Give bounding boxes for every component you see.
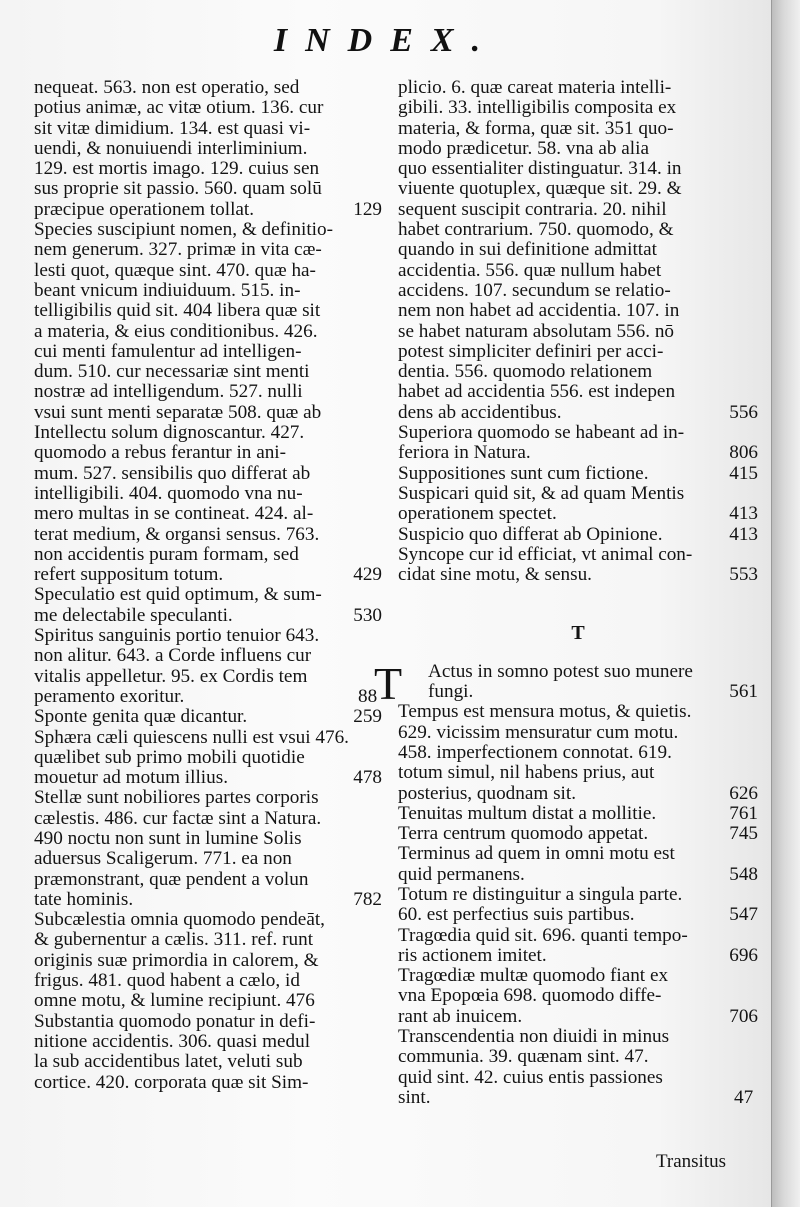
entry-text: tate hominis. bbox=[34, 888, 134, 910]
section-letter-t: T bbox=[571, 622, 585, 645]
entry-text: dens ab accidentibus. bbox=[398, 401, 562, 423]
entry-text: rant ab inuicem. bbox=[398, 1005, 523, 1027]
entry-line: gibili. 33. intelligibilis composita ex bbox=[398, 97, 677, 119]
entry-line bbox=[34, 564, 382, 586]
page-ref: 626 bbox=[729, 782, 758, 804]
entry-line bbox=[34, 706, 382, 728]
entry-line bbox=[398, 564, 758, 586]
entry-line: 629. vicissim mensuratur cum motu. bbox=[398, 721, 679, 743]
entry-text: feriora in Natura. bbox=[398, 442, 531, 464]
entry-line: Tempus est mensura motus, & quietis. bbox=[398, 701, 692, 723]
entry-text: posterius, quodnam sit. bbox=[398, 782, 577, 804]
entry-line: Tragœdia quid sit. 696. quanti tempo- bbox=[398, 924, 688, 946]
entry-line bbox=[398, 823, 758, 845]
entry-line: a materia, & eius conditionibus. 426. bbox=[34, 320, 318, 342]
entry-line: beant vnicum indiuiduum. 515. in- bbox=[34, 279, 301, 301]
entry-line: quando in sui definitione admittat bbox=[398, 239, 657, 261]
entry-line: non accidentis puram formam, sed bbox=[34, 543, 299, 565]
entry-line bbox=[398, 944, 758, 966]
index-entry bbox=[398, 1027, 758, 1108]
entry-line: intelligibili. 404. quomodo vna nu- bbox=[34, 482, 303, 504]
entry-line bbox=[398, 863, 758, 885]
index-entry bbox=[34, 788, 382, 910]
entry-text: peramento exoritur. bbox=[34, 685, 185, 707]
entry-line: Tragœdiæ multæ quomodo fiant ex bbox=[398, 965, 669, 987]
entry-line: uendi, & nonuiuendi interliminium. bbox=[34, 137, 308, 159]
index-entry bbox=[398, 484, 758, 525]
entry-line: se habet naturam absolutam 556. nō bbox=[398, 320, 675, 342]
entry-line: dentia. 556. quomodo relationem bbox=[398, 361, 653, 383]
entry-line bbox=[34, 767, 382, 789]
page-ref: 548 bbox=[729, 863, 758, 885]
entry-line: Substantia quomodo ponatur in defi- bbox=[34, 1010, 316, 1032]
index-column-left bbox=[34, 78, 382, 1093]
entry-line: nitione accidentis. 306. quasi medul bbox=[34, 1030, 311, 1052]
page-ref: 806 bbox=[729, 442, 758, 464]
index-entry bbox=[34, 910, 382, 1011]
entry-line: cælestis. 486. cur factæ sint a Natura. bbox=[34, 807, 322, 829]
entry-line: 490 noctu non sunt in lumine Solis bbox=[34, 827, 302, 849]
index-entry bbox=[34, 626, 382, 707]
entry-line: nostræ ad intelligendum. 527. nulli bbox=[34, 381, 303, 403]
entry-line: non alitur. 643. a Corde influens cur bbox=[34, 645, 312, 667]
entry-line: terat medium, & organsi sensus. 763. bbox=[34, 523, 320, 545]
entry-line: Transcendentia non diuidi in minus bbox=[398, 1026, 670, 1048]
page-ref: 761 bbox=[729, 802, 758, 824]
entry-line: Actus in somno potest suo munere bbox=[428, 660, 693, 682]
index-entry bbox=[398, 885, 758, 926]
entry-line: dum. 510. cur necessariæ sint menti bbox=[34, 361, 310, 383]
page-ref: 413 bbox=[729, 523, 758, 545]
index-column-right bbox=[374, 77, 758, 1108]
entry-line: accidentia. 556. quæ nullum habet bbox=[398, 259, 662, 281]
entry-text: Tenuitas multum distat a mollitie. bbox=[398, 802, 657, 824]
entry-line: Stellæ sunt nobiliores partes corporis bbox=[34, 787, 319, 809]
entry-text: ris actionem imitet. bbox=[398, 944, 547, 966]
page-ref: 782 bbox=[353, 888, 382, 910]
entry-line: nem generum. 327. primæ in vita cæ- bbox=[34, 239, 322, 261]
entry-line: Species suscipiunt nomen, & definitio- bbox=[34, 219, 333, 241]
entry-line: quo essentialiter distinguatur. 314. in bbox=[398, 158, 682, 180]
page-ref: 745 bbox=[729, 823, 758, 845]
entry-line: Syncope cur id efficiat, vt animal con- bbox=[398, 543, 693, 565]
entry-line: sus proprie sit passio. 560. quam solū bbox=[34, 178, 322, 200]
entry-line bbox=[34, 604, 382, 626]
book-gutter bbox=[771, 0, 800, 1207]
entry-line: viuente quotuplex, quæque sit. 29. & bbox=[398, 178, 682, 200]
index-entries-t bbox=[398, 702, 758, 1108]
index-entry bbox=[398, 966, 758, 1027]
entry-line: Suspicari quid sit, & ad quam Mentis bbox=[398, 482, 685, 504]
entry-line: Spiritus sanguinis portio tenuior 643. bbox=[34, 625, 320, 647]
entry-text: mouetur ad motum illius. bbox=[34, 767, 228, 789]
index-entry bbox=[398, 824, 758, 844]
entry-text: Terra centrum quomodo appetat. bbox=[398, 823, 649, 845]
index-entry bbox=[398, 702, 758, 803]
page-ref: 530 bbox=[353, 604, 382, 626]
page-ref: 129 bbox=[353, 198, 382, 220]
entry-line: Sphæra cæli quiescens nulli est vsui 476. bbox=[34, 726, 349, 748]
dropcap-letter: T bbox=[374, 657, 403, 709]
entry-line: sequent suscipit contraria. 20. nihil bbox=[398, 198, 667, 220]
index-entry bbox=[34, 78, 382, 220]
entry-line: Speculatio est quid optimum, & sum- bbox=[34, 584, 322, 606]
entry-text: Suspicio quo differat ab Opinione. bbox=[398, 523, 663, 545]
entry-line: la sub accidentibus latet, veluti sub bbox=[34, 1051, 303, 1073]
entry-line bbox=[398, 442, 758, 464]
entry-line: plicio. 6. quæ careat materia intelli- bbox=[398, 77, 672, 98]
index-entry bbox=[398, 804, 758, 824]
entry-line: vsui sunt menti separatæ 508. quæ ab bbox=[34, 401, 322, 423]
entry-line: communia. 39. quænam sint. 47. bbox=[398, 1046, 649, 1068]
index-entry bbox=[398, 926, 758, 967]
entry-line: Terminus ad quem in omni motu est bbox=[398, 843, 675, 865]
entry-line: peramento exoritur. 88 bbox=[34, 685, 378, 707]
index-entry bbox=[34, 728, 382, 789]
page-ref: 553 bbox=[729, 564, 758, 586]
entry-line bbox=[398, 401, 758, 423]
entry-line: totum simul, nil habens prius, aut bbox=[398, 762, 655, 784]
entry-line: 458. imperfectionem connotat. 619. bbox=[398, 741, 672, 763]
page-ref: 547 bbox=[729, 904, 758, 926]
entry-line: 129. est mortis imago. 129. cuius sen bbox=[34, 158, 320, 180]
index-entry bbox=[34, 220, 382, 585]
page-ref: 556 bbox=[729, 401, 758, 423]
entry-line bbox=[398, 503, 758, 525]
entry-line bbox=[422, 682, 758, 702]
entry-text: præcipue operationem tollat. bbox=[34, 198, 255, 220]
index-entry-tactus bbox=[374, 657, 758, 709]
index-entry bbox=[398, 844, 758, 885]
entry-line: originis suæ primordia in calorem, & bbox=[34, 949, 319, 971]
page-ref: 561 bbox=[729, 681, 758, 703]
entry-line: quomodo a rebus ferantur in ani- bbox=[34, 442, 287, 464]
index-entry bbox=[34, 585, 382, 626]
index-entry bbox=[398, 423, 758, 464]
index-entry bbox=[34, 707, 382, 727]
entry-line: Totum re distinguitur a singula parte. bbox=[398, 883, 683, 905]
entry-line: quid sint. 42. cuius entis passiones bbox=[398, 1066, 663, 1088]
index-entry bbox=[398, 78, 758, 423]
entry-line: cui menti famulentur ad intelligen- bbox=[34, 340, 302, 362]
entry-text: Suppositiones sunt cum fictione. bbox=[398, 462, 649, 484]
entry-line bbox=[398, 462, 758, 484]
entry-line bbox=[398, 802, 758, 824]
entry-line: & gubernentur a cælis. 311. ref. runt bbox=[34, 929, 314, 951]
index-entry bbox=[398, 525, 758, 545]
entry-line: accidens. 107. secundum se relatio- bbox=[398, 279, 671, 301]
entry-line: potius animæ, ac vitæ otium. 136. cur bbox=[34, 97, 324, 119]
entry-line: Superiora quomodo se habeant ad in- bbox=[398, 422, 685, 444]
entry-line: materia, & forma, quæ sit. 351 quo- bbox=[398, 117, 674, 139]
index-entry bbox=[398, 545, 758, 586]
entry-line bbox=[398, 523, 758, 545]
entry-text: refert suppositum totum. bbox=[34, 564, 224, 586]
entry-line: lesti quot, quæque sint. 470. quæ ha- bbox=[34, 259, 316, 281]
page-ref: 429 bbox=[353, 564, 382, 586]
entry-line: nequeat. 563. non est operatio, sed bbox=[34, 77, 300, 98]
entry-line: modo prædicetur. 58. vna ab alia bbox=[398, 137, 649, 159]
entry-text: Sponte genita quæ dicantur. bbox=[34, 706, 248, 728]
entry-text: quid permanens. bbox=[398, 863, 525, 885]
entry-line bbox=[398, 1005, 758, 1027]
entry-line: vitalis appelletur. 95. ex Cordis tem bbox=[34, 665, 308, 687]
running-head: INDEX. bbox=[273, 22, 499, 59]
page-ref: 706 bbox=[729, 1005, 758, 1027]
entry-line: aduersus Scaligerum. 771. ea non bbox=[34, 848, 292, 870]
entry-text: cidat sine motu, & sensu. bbox=[398, 564, 592, 586]
index-entry bbox=[398, 464, 758, 484]
entry-line: telligibilis quid sit. 404 libera quæ sit bbox=[34, 300, 321, 322]
entry-line: habet ad accidentia 556. est indepen bbox=[398, 381, 676, 403]
entry-text: operationem spectet. bbox=[398, 503, 557, 525]
entry-text: 60. est perfectius suis partibus. bbox=[398, 904, 635, 926]
entry-line: mum. 527. sensibilis quo differat ab bbox=[34, 462, 311, 484]
page-ref: 413 bbox=[729, 503, 758, 525]
entry-line: cortice. 420. corporata quæ sit Sim- bbox=[34, 1071, 309, 1093]
entry-line: omne motu, & lumine recipiunt. 476 bbox=[34, 990, 315, 1012]
index-entries-s-continued bbox=[398, 78, 758, 585]
entry-line: sit vitæ dimidium. 134. est quasi vi- bbox=[34, 117, 311, 139]
entry-line: Intellectu solum dignoscantur. 427. bbox=[34, 422, 305, 444]
entry-text: sint. bbox=[398, 1086, 431, 1108]
page-ref: 259 bbox=[353, 706, 382, 728]
page-ref: 415 bbox=[729, 462, 758, 484]
catchword: Transitus bbox=[655, 1151, 726, 1172]
entry-line bbox=[34, 888, 382, 910]
index-entry bbox=[34, 1012, 382, 1093]
entry-text: me delectabile speculanti. bbox=[34, 604, 233, 626]
entry-line: vna Epopœia 698. quomodo diffe- bbox=[398, 985, 662, 1007]
page-ref: 478 bbox=[353, 767, 382, 789]
entry-line: nem non habet ad accidentia. 107. in bbox=[398, 300, 680, 322]
entry-line: potest simpliciter definiri per acci- bbox=[398, 340, 664, 362]
entry-line: habet contrarium. 750. quomodo, & bbox=[398, 219, 674, 241]
entry-line: præmonstrant, quæ pendent a volun bbox=[34, 868, 309, 890]
entry-line bbox=[398, 904, 758, 926]
entry-line: quælibet sub primo mobili quotidie bbox=[34, 746, 305, 768]
entry-line: mero multas in se contineat. 424. al- bbox=[34, 503, 314, 525]
entry-line: sint. 47 bbox=[398, 1086, 754, 1108]
entry-text: fungi. bbox=[428, 681, 474, 703]
page-ref: 696 bbox=[729, 944, 758, 966]
entry-line bbox=[34, 198, 382, 220]
entry-line bbox=[398, 782, 758, 804]
entry-line: frigus. 481. quod habent a cælo, id bbox=[34, 970, 300, 992]
entry-line: Subcælestia omnia quomodo pendeāt, bbox=[34, 909, 325, 931]
